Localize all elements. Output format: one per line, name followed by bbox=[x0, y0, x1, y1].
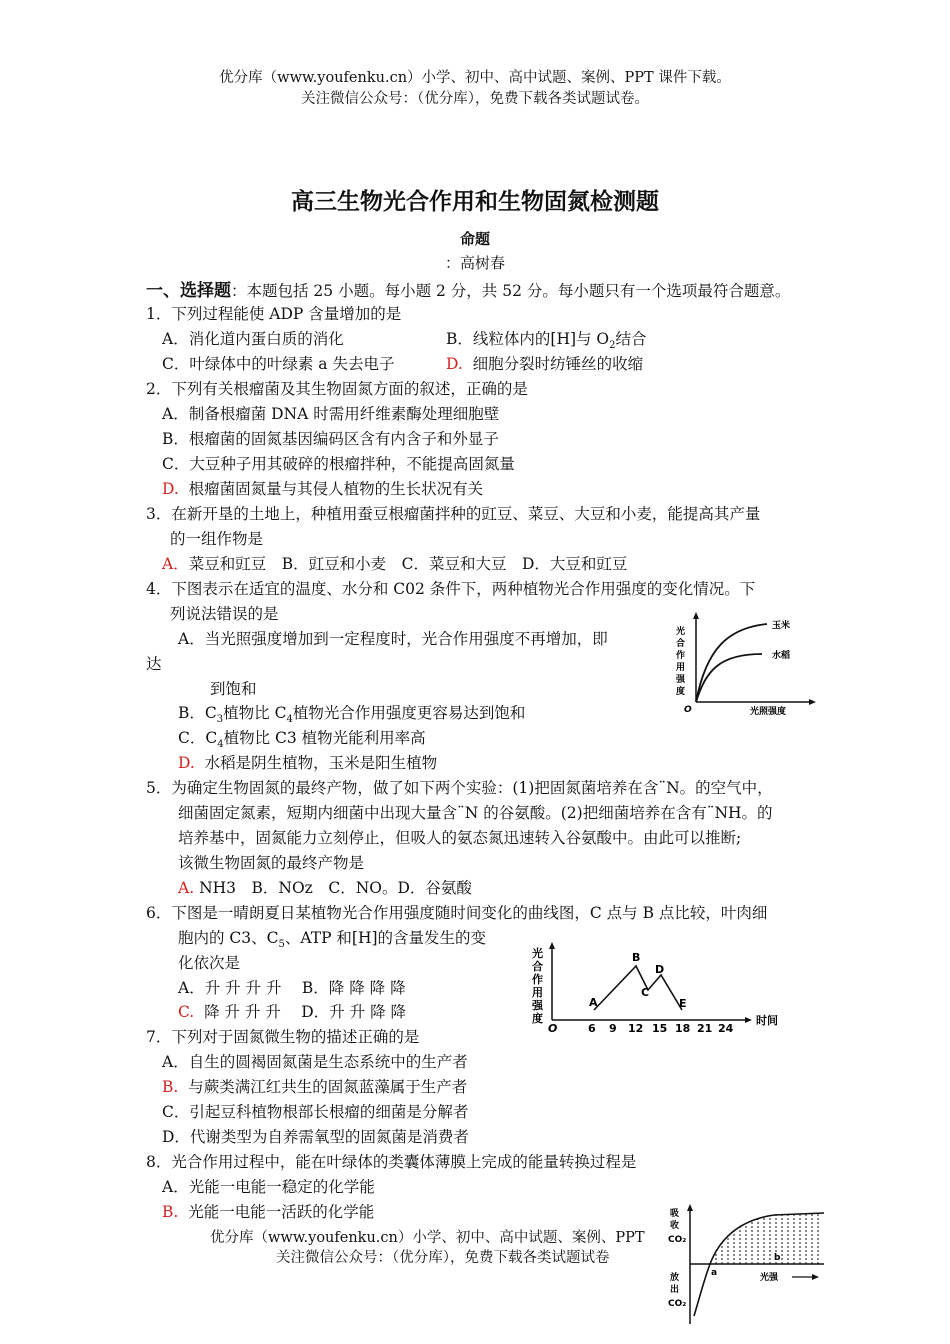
q6-point-c: C bbox=[641, 986, 650, 999]
header-line-2: 关注微信公众号：（优分库），免费下载各类试题试卷。 bbox=[301, 91, 649, 107]
byline-label: 命题 bbox=[459, 230, 490, 248]
q5-line-2: 细菌固定氮素，短期内细菌中出现大量含¨N 的谷氨酸。(2)把细菌培养在含有¨NH。的 bbox=[178, 804, 773, 822]
q8-option-b: B. 光能一电能一活跃的化学能 bbox=[162, 1203, 375, 1221]
q6-tick-9: 9 bbox=[609, 1022, 617, 1035]
q4-stem-2: 列说法错误的是 bbox=[170, 605, 279, 623]
q6-time-chart bbox=[528, 940, 786, 1035]
footer-line-2: 关注微信公众号：（优分库），免费下载各类试题试卷 bbox=[276, 1250, 610, 1266]
q4-option-c: C．$C_4$植物比 C3 植物光能利用率高 bbox=[178, 729, 426, 751]
q7-option-b: B. 与蕨类满江红共生的固氮蓝藻属于生产者 bbox=[162, 1078, 468, 1096]
q8-bottom-label-1: 出 bbox=[670, 1285, 680, 1295]
q6-point-d: D bbox=[655, 963, 665, 976]
q6-xlabel: 时间 bbox=[756, 1014, 778, 1027]
q5-line-1: 5．为确定生物固氮的最终产物，做了如下两个实验：(1)把固氮菌培养在含¨N。的空气中， bbox=[146, 779, 773, 797]
q8-stem: 8．光合作用过程中，能在叶绿体的类囊体薄膜上完成的能量转换过程是 bbox=[146, 1153, 637, 1171]
q8-point-b: b bbox=[774, 1253, 781, 1263]
q8-point-a: a bbox=[711, 1268, 718, 1278]
q3-options: A．菜豆和豇豆 B．豇豆和小麦 C．菜豆和大豆 D．大豆和豇豆 bbox=[162, 555, 628, 573]
q4-xlabel: 光照强度 bbox=[750, 707, 787, 715]
q4-curve-rice bbox=[696, 654, 762, 702]
q7-stem: 7．下列对于固氮微生物的描述正确的是 bbox=[146, 1028, 420, 1046]
q4-ylabel-3: 用 bbox=[676, 663, 686, 673]
q2-stem: 2．下列有关根瘤菌及其生物固氮方面的叙述，正确的是 bbox=[146, 380, 528, 398]
q3-stem-1: 3．在新开垦的土地上，种植用蚕豆根瘤菌拌种的豇豆、菜豆、大豆和小麦，能提高其产量 bbox=[146, 505, 761, 523]
q6-ylabel-4: 强 bbox=[532, 999, 543, 1012]
q4-curve-corn-label: 玉米 bbox=[772, 621, 791, 631]
q5-line-4: 该微生物固氮的最终产物是 bbox=[178, 854, 365, 872]
q4-ylabel-5: 度 bbox=[676, 687, 686, 697]
q8-co2-chart bbox=[664, 1200, 844, 1330]
q4-option-a-3: 到饱和 bbox=[210, 680, 257, 698]
q6-ylabel-5: 度 bbox=[532, 1012, 543, 1025]
q3-stem-2: 的一组作物是 bbox=[170, 530, 264, 548]
header-line-1: 优分库（www.youfenku.cn）小学、初中、高中试题、案例、PPT 课件下载。 bbox=[219, 70, 731, 86]
page-title: 高三生物光合作用和生物固氮检测题 bbox=[291, 188, 659, 215]
q8-bottom-label-2: CO₂ bbox=[668, 1299, 687, 1309]
q6-ylabel-1: 合 bbox=[532, 960, 543, 973]
q6-tick-12: 12 bbox=[628, 1022, 644, 1035]
q6-line-2: 胞内的 C3、$C_5$、ATP 和[H]的含量发生的变 bbox=[178, 929, 487, 951]
q8-top-label-1: 收 bbox=[670, 1221, 680, 1231]
byline-author: ：高树春 bbox=[444, 254, 505, 272]
q6-point-e: E bbox=[679, 997, 687, 1010]
q5-options: A. NH3 B．NOz C．NO。D．谷氨酸 bbox=[178, 879, 472, 897]
q4-ylabel-2: 作 bbox=[676, 651, 686, 661]
q4-option-d: D. 水稻是阴生植物，玉米是阳生植物 bbox=[178, 754, 438, 772]
q4-option-b: B．$C_3$植物比 $C_4$植物光合作用强度更容易达到饱和 bbox=[178, 704, 526, 726]
q1-option-b: B．线粒体内的[H]与 $O_2$结合 bbox=[446, 330, 647, 352]
q4-option-a-1: A．当光照强度增加到一定程度时，光合作用强度不再增加，即 bbox=[178, 630, 608, 648]
q6-curve bbox=[594, 966, 682, 1010]
q8-option-a: A．光能一电能一稳定的化学能 bbox=[162, 1178, 375, 1196]
q6-line-3: 化依次是 bbox=[178, 954, 241, 972]
q1-option-d: D. 细胞分裂时纺锤丝的收缩 bbox=[446, 355, 644, 373]
q2-option-a: A．制备根瘤菌 DNA 时需用纤维素酶处理细胞壁 bbox=[162, 405, 500, 423]
q6-option-cd: C. 降 升 升 升 D．升 升 降 降 bbox=[178, 1003, 407, 1021]
q4-curve-rice-label: 水稻 bbox=[772, 651, 791, 661]
q6-tick-15: 15 bbox=[652, 1022, 668, 1035]
q4-stem-1: 4．下图表示在适宜的温度、水分和 C02 条件下，两种植物光合作用强度的变化情况。下 bbox=[146, 580, 756, 598]
q4-option-a-2: 达 bbox=[146, 655, 162, 673]
q1-option-a: A．消化道内蛋白质的消化 bbox=[162, 330, 344, 348]
q6-origin: O bbox=[548, 1022, 558, 1035]
q6-tick-24: 24 bbox=[718, 1022, 734, 1035]
q8-top-label-0: 吸 bbox=[670, 1209, 680, 1219]
q6-tick-21: 21 bbox=[697, 1022, 713, 1035]
q4-origin: O bbox=[684, 705, 692, 715]
q5-line-3: 培养基中，固氮能力立刻停止，但吸人的氨态氮迅速转入谷氨酸中。由此可以推断; bbox=[178, 829, 742, 847]
q4-ylabel-4: 强 bbox=[676, 675, 686, 685]
q4-ylabel-0: 光 bbox=[676, 627, 686, 637]
q6-ylabel-0: 光 bbox=[532, 947, 543, 960]
q6-point-a: A bbox=[589, 996, 598, 1009]
q2-option-d: D. 根瘤菌固氮量与其侵人植物的生长状况有关 bbox=[162, 480, 484, 498]
q8-bottom-label-0: 放 bbox=[670, 1273, 680, 1283]
footer-line-1: 优分库（www.youfenku.cn）小学、初中、高中试题、案例、PPT bbox=[210, 1230, 645, 1246]
q6-tick-18: 18 bbox=[675, 1022, 691, 1035]
section-heading: 一、选择题：本题包括 25 小题。每小题 2 分，共 52 分。每小题只有一个选项最符合题意。 bbox=[146, 281, 791, 301]
q4-light-intensity-chart bbox=[672, 610, 822, 715]
q2-option-b: B．根瘤菌的固氮基因编码区含有内含子和外显子 bbox=[162, 430, 499, 448]
q4-curve-corn bbox=[696, 624, 767, 702]
q6-tick-6: 6 bbox=[588, 1022, 596, 1035]
q6-option-ab: A．升 升 升 升 B．降 降 降 降 bbox=[178, 979, 406, 997]
q6-ylabel-3: 用 bbox=[532, 986, 543, 999]
q8-xlabel: 光强 bbox=[760, 1273, 779, 1283]
q4-ylabel-1: 合 bbox=[676, 639, 686, 649]
q6-point-b: B bbox=[632, 951, 641, 964]
q7-option-a: A．自生的圆褐固氮菌是生态系统中的生产者 bbox=[162, 1053, 468, 1071]
q8-top-label-2: CO₂ bbox=[668, 1235, 687, 1245]
q7-option-c: C．引起豆科植物根部长根瘤的细菌是分解者 bbox=[162, 1103, 469, 1121]
q6-line-1: 6．下图是一晴朗夏日某植物光合作用强度随时间变化的曲线图，C 点与 B 点比较，叶肉细 bbox=[146, 904, 768, 922]
q6-ylabel-2: 作 bbox=[532, 973, 543, 986]
q1-option-c: C．叶绿体中的叶绿素 a 失去电子 bbox=[162, 355, 395, 373]
q7-option-d: D．代谢类型为自养需氧型的固氮菌是消费者 bbox=[162, 1128, 469, 1146]
q1-stem: 1．下列过程能使 ADP 含量增加的是 bbox=[146, 305, 402, 323]
q2-option-c: C．大豆种子用其破碎的根瘤拌种，不能提高固氮量 bbox=[162, 455, 515, 473]
